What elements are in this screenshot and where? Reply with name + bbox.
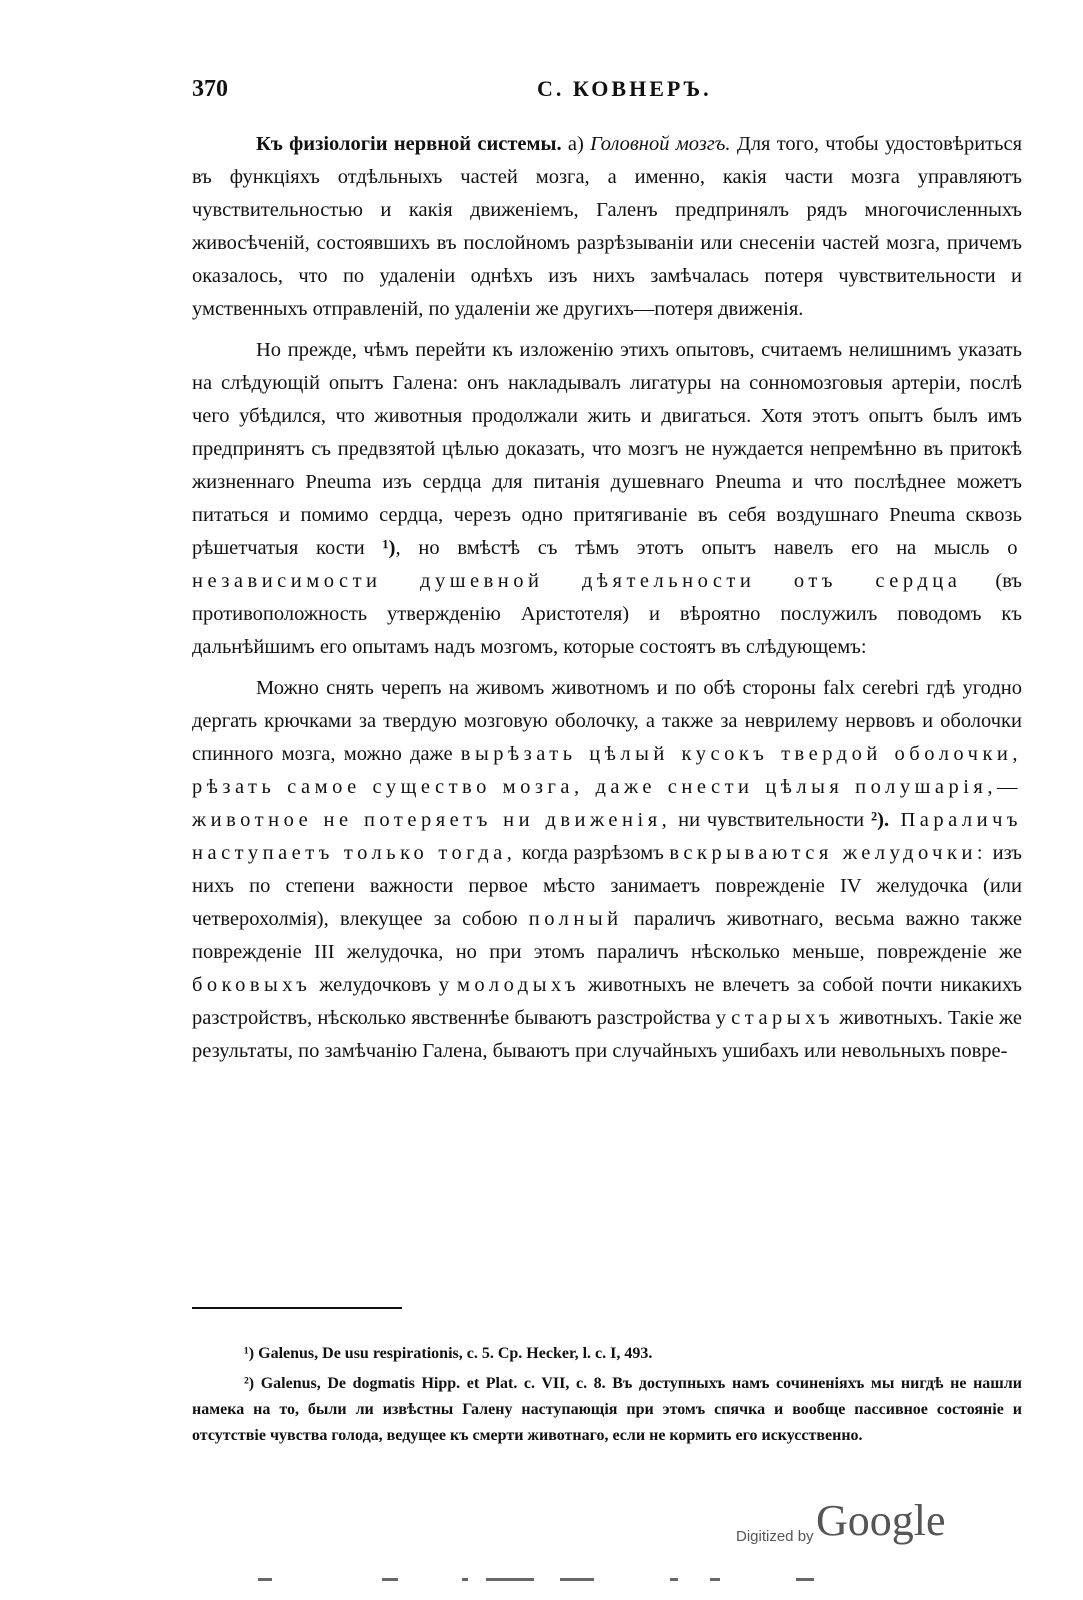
spaced-emphasis-5: боковыхъ [192, 974, 312, 996]
paragraph-3-text-f: желудочковъ у [311, 974, 457, 996]
spaced-emphasis-6: молодыхъ [456, 974, 581, 996]
footnote-ref-1: ¹) [382, 537, 396, 559]
scan-mark [462, 1578, 468, 1581]
paragraph-1-text: Для того, чтобы удостовѣриться въ функцiяхъ отдѣльныхъ частей мозга, а именно, какiя части мозга управляютъ чувствительностью и какiя движенiемъ, Галенъ предпринялъ рядъ многочисленныхъ живосѣченiй, состоявшихъ въ послойномъ разрѣзываніи или снесенiи частей мозга, причемъ оказалось, что по удаленiи однѣхъ изъ нихъ замѣчалась потеря чувствительности и умственныхъ отправленiй, по удаленiи же другихъ—потеря движенiя. [192, 133, 1022, 320]
body-text [192, 128, 1022, 1076]
paragraph-2-text-c: (въ противоположность утвержденiю Аристотеля) и вѣроятно послужилъ поводомъ къ дальнѣйшимъ его опытамъ надъ мозгомъ, которые состоятъ въ слѣдующемъ: [192, 570, 1022, 658]
spaced-emphasis: о независимости душевной дѣятельности отъ сердца [192, 537, 1022, 592]
footnotes [192, 1341, 1022, 1453]
running-head: С. КОВНЕРЪ. [537, 76, 712, 101]
page-header [192, 76, 1022, 110]
paragraph-2 [192, 334, 1022, 664]
paragraph-1 [192, 128, 1022, 326]
scan-mark [258, 1578, 272, 1581]
footnote-divider [192, 1307, 402, 1309]
spaced-emphasis-1: вырѣзать цѣлый кусокъ твердой оболочки, рѣзать самое существо мозга, даже снести цѣлыя полушарiя,—животное не потеряетъ ни движенiя, [192, 743, 1023, 831]
page-number: 370 [192, 76, 228, 102]
spaced-emphasis-3: вскрываются желудочки: [669, 842, 988, 864]
paragraph-3-text-c: когда разрѣзомъ [516, 842, 670, 864]
footnote-1: ¹) Galenus, De usu respirationis, c. 5. Cp. Hecker, l. c. I, 493. [244, 1345, 653, 1362]
spaced-emphasis-4: полный [528, 908, 623, 930]
paragraph-2-text-b: , но вмѣстѣ съ тѣмъ этотъ опытъ навелъ его на мысль [395, 537, 1008, 559]
digitized-watermark [736, 1495, 966, 1555]
subsection-title: Головной мозгъ. [590, 133, 731, 155]
scan-mark [710, 1578, 720, 1581]
scan-mark [796, 1578, 814, 1581]
spaced-emphasis-2: Параличъ наступаетъ только тогда, [192, 809, 1022, 864]
footnote-2: ²) Galenus, De dogmatis Hipp. et Plat. c. VII, c. 8. Въ доступныхъ намъ сочиненiяхъ мы нигдѣ не нашли намека на то, были ли извѣстны Галену наступающiя при этомъ спячка и вообще пассивное состоянiе и отсутствiе чувства голода, ведущее къ смерти животнаго, если не кормить его искусственно. [192, 1375, 1022, 1444]
spaced-emphasis-7: старыхъ [731, 1007, 835, 1029]
paragraph-3-text-g: животныхъ не влечетъ за собой почти никакихъ разстройствъ, нѣсколько явственнѣе бываютъ разстройства у [192, 974, 1022, 1029]
paragraph-3-text-d: изъ нихъ по степени важности первое мѣсто занимаетъ поврежденiе IV желудочка (или четверохолмiя), влекущее за собою [192, 842, 1023, 930]
scan-mark [670, 1578, 678, 1581]
paragraph-2-text-a: Но прежде, чѣмъ перейти къ изложенiю этихъ опытовъ, считаемъ нелишнимъ указать на слѣдующiй опытъ Галена: онъ накладывалъ лигатуры на сонномозговыя артерiи, послѣ чего убѣдился, что животныя продолжали жить и двигаться. Хотя этотъ опытъ былъ имъ предпринятъ съ предвзятой цѣлью доказать, что мозгъ не нуждается непремѣнно въ притокѣ жизненнаго Pneuma изъ сердца для питанiя душевнаго Pneuma и что послѣднее можетъ питаться и помимо сердца, черезъ одно притягиванiе въ себя воздушнаго Pneuma сквозь рѣшетчатыя кости [192, 339, 1022, 559]
google-logo: Google [816, 1496, 946, 1545]
section-heading: Къ физiологiи нервной системы. [256, 133, 562, 155]
paragraph-3-text-b: ни чувствительности [671, 809, 871, 831]
scan-artifacts [150, 1578, 900, 1584]
paragraph-3-text-a: Можно снять черепъ на живомъ животномъ и по обѣ стороны falx cerebri гдѣ угодно дергать крючками за твердую мозговую оболочку, а также за неврилему нервовъ и оболочки спинного мозга, можно даже [192, 677, 1022, 765]
watermark-digitized-text: Digitized by [736, 1528, 814, 1545]
paragraph-3 [192, 672, 1022, 1068]
list-marker: а) [561, 133, 591, 155]
scan-mark [382, 1578, 398, 1581]
paragraph-3-text-h: животныхъ. Такiе же результаты, по замѣчанiю Галена, бываютъ при случайныхъ ушибахъ или невольныхъ повре- [192, 1007, 1022, 1062]
paragraph-3-text-e: параличъ животнаго, весьма важно также поврежденiе III желудочка, но при этомъ параличъ нѣсколько меньше, поврежденiе же [192, 908, 1022, 963]
footnote-ref-2: ²). [870, 809, 890, 831]
scan-mark [486, 1578, 534, 1581]
scan-mark [560, 1578, 594, 1581]
